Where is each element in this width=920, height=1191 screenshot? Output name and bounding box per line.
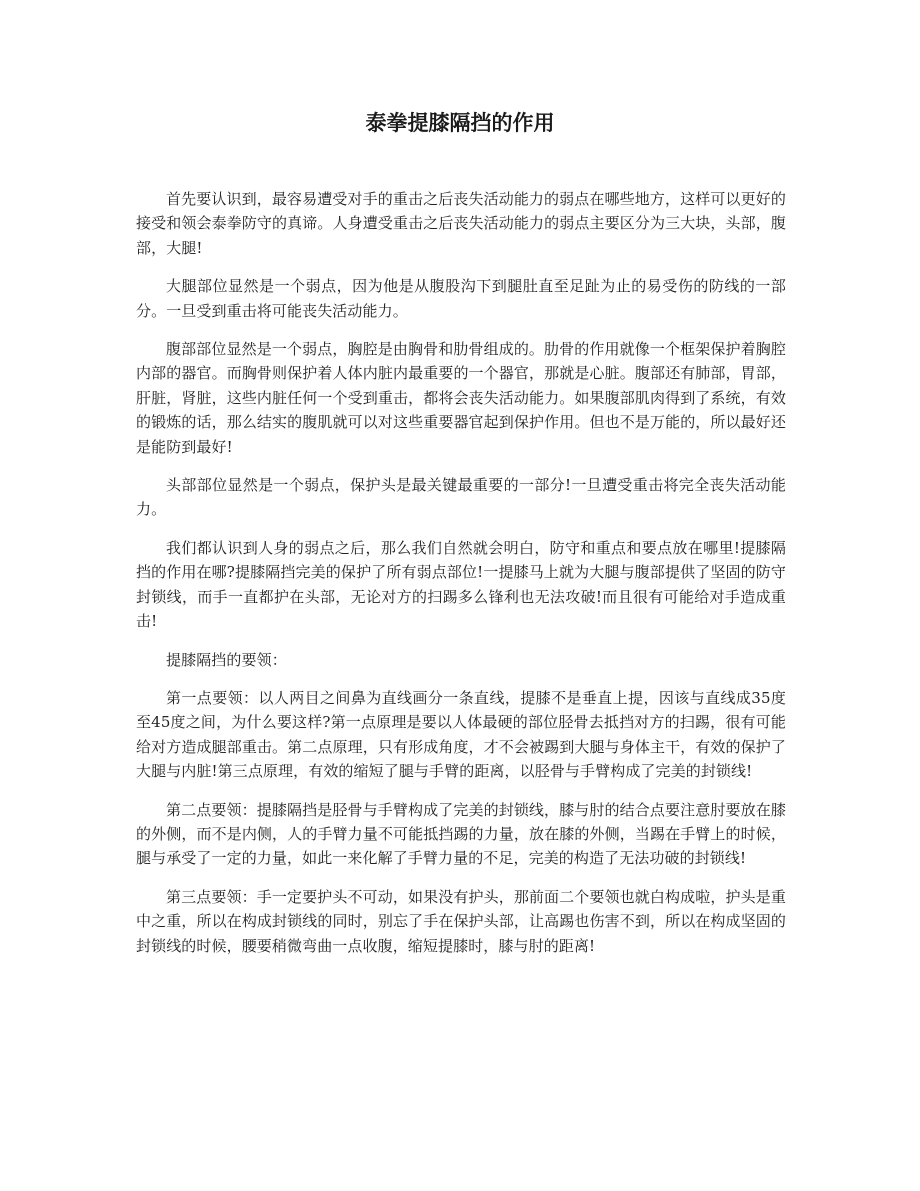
paragraph-essential-3: 第三点要领：手一定要护头不可动，如果没有护头，那前面二个要领也就白构成啦，护头是重中之重，所以在构成封锁线的同时，别忘了手在保护头部，让高踢也伤害不到，所以在构成坚固的封锁线的时候，腰要稍微弯曲一点收腹，缩短提膝时，膝与肘的距离! (136, 887, 786, 955)
paragraph-head: 头部部位显然是一个弱点，保护头是最关键最重要的一部分!一旦遭受重击将完全丧失活动能力。 (136, 476, 786, 519)
paragraph-essential-2: 第二点要领：提膝隔挡是胫骨与手臂构成了完美的封锁线，膝与肘的结合点要注意肘要放在膝的外侧，而不是内侧，人的手臂力量不可能抵挡踢的力量，放在膝的外侧，当踢在手臂上的时候，腿与承受了一定的力量，如此一来化解了手臂力量的不足，完美的构造了无法功破的封锁线! (136, 800, 786, 868)
paragraph-essentials-heading: 提膝隔挡的要领： (166, 650, 287, 669)
document-title: 泰拳提膝隔挡的作用 (365, 110, 555, 135)
paragraph-block-purpose: 我们都认识到人身的弱点之后，那么我们自然就会明白，防守和重点和要点放在哪里!提膝隔挡的作用在哪?提膝隔挡完美的保护了所有弱点部位!一提膝马上就为大腿与腹部提供了坚固的防守封锁线，而手一直都护在头部，无论对方的扫踢多么锋利也无法攻破!而且很有可能给对手造成重击! (136, 538, 786, 631)
paragraph-essential-1: 第一点要领：以人两目之间鼻为直线画分一条直线，提膝不是垂直上提，因该与直线成35度至45度之间，为什么要这样?第一点原理是要以人体最硬的部位胫骨去抵挡对方的扫踢，很有可能给对方造成腿部重击。第二点原理，只有形成角度，才不会被踢到大腿与身体主干，有效的保护了大腿与内脏!第三点原理，有效的缩短了腿与手臂的距离，以胫骨与手臂构成了完美的封锁线! (136, 688, 786, 781)
document-body (136, 187, 786, 972)
paragraph-thigh: 大腿部位显然是一个弱点，因为他是从腹股沟下到腿肚直至足趾为止的易受伤的防线的一部分。一旦受到重击将可能丧失活动能力。 (136, 277, 786, 320)
paragraph-abdomen: 腹部部位显然是一个弱点，胸腔是由胸骨和肋骨组成的。肋骨的作用就像一个框架保护着胸腔内部的器官。而胸骨则保护着人体内脏内最重要的一个器官，那就是心脏。腹部还有肺部，胃部，肝脏，肾脏，这些内脏任何一个受到重击，都将会丧失活动能力。如果腹部肌肉得到了系统，有效的锻炼的话，那么结实的腹肌就可以对这些重要器官起到保护作用。但也不是万能的，所以最好还是能防到最好! (136, 340, 786, 456)
paragraph-intro: 首先要认识到，最容易遭受对手的重击之后丧失活动能力的弱点在哪些地方，这样可以更好的接受和领会泰拳防守的真谛。人身遭受重击之后丧失活动能力的弱点主要区分为三大块，头部，腹部，大腿! (136, 190, 786, 257)
